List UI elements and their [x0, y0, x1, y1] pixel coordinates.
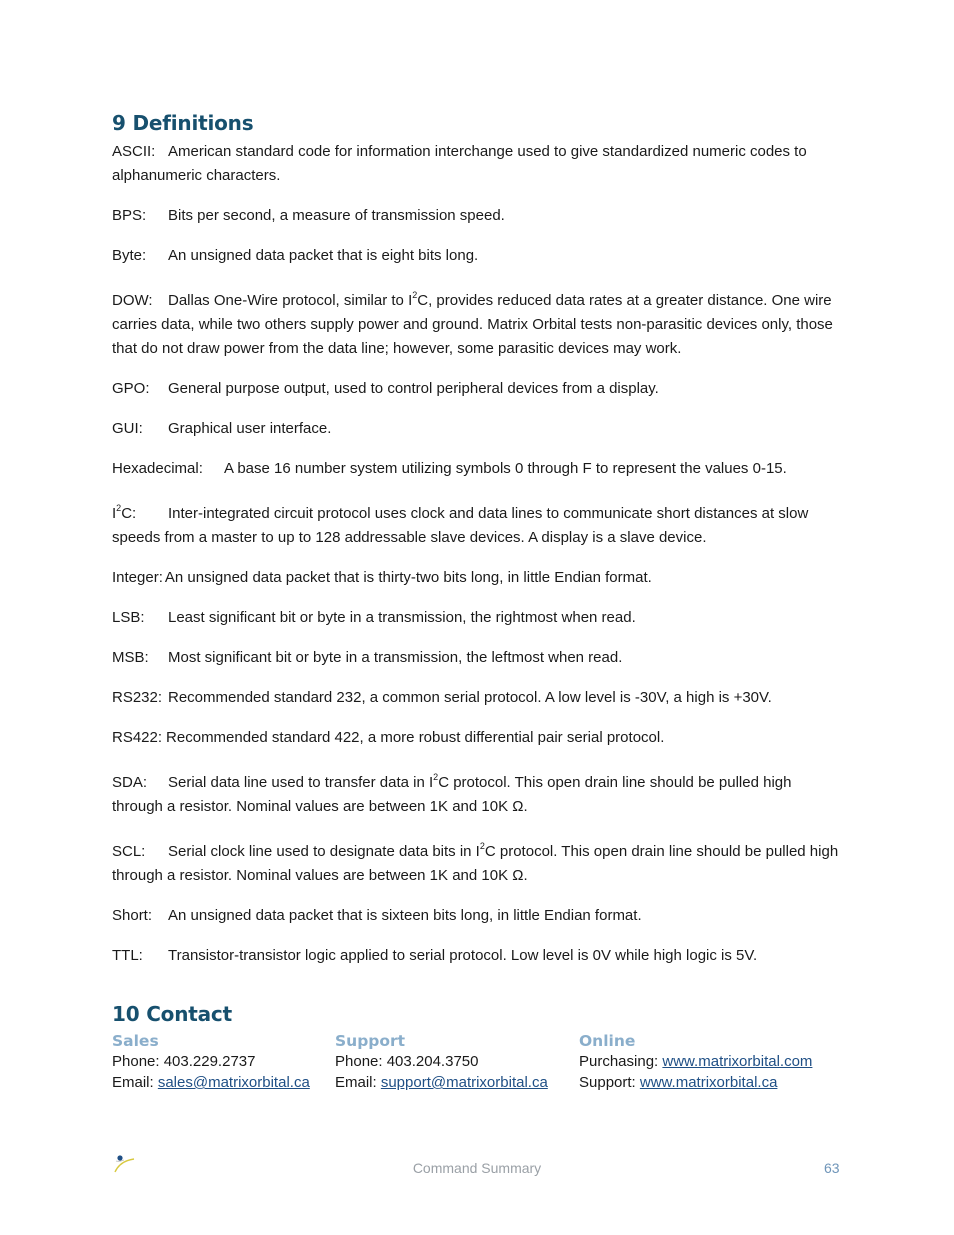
definition-item — [112, 204, 842, 228]
definition-text — [112, 843, 838, 884]
online-support-row — [579, 1072, 812, 1093]
definition-item — [112, 606, 842, 630]
definition-item — [112, 944, 842, 968]
definition-text: American standard code for information interchange used to give standardized numeric codes to alphanumeric characters. — [112, 143, 807, 184]
definition-term: RS232: — [112, 689, 163, 706]
sales-email-label: Email: — [112, 1074, 158, 1091]
definitions-heading: 9 Definitions — [112, 111, 254, 135]
superscript: 2 — [116, 503, 122, 513]
definition-item — [112, 904, 842, 928]
definition-item — [112, 417, 842, 441]
definition-item — [112, 244, 842, 268]
definition-item — [112, 646, 842, 670]
support-email-label: Email: — [335, 1074, 381, 1091]
contact-online — [579, 1031, 812, 1093]
definitions-list — [112, 140, 842, 984]
definition-term-part: I — [112, 505, 117, 522]
definition-text-part: C protocol. This open drain line should be pulled high through a resistor. Nominal values are between 1K and 10K Ω. — [112, 774, 792, 815]
definition-text: Recommended standard 422, a more robust differential pair serial protocol. — [166, 729, 665, 746]
support-email-link[interactable]: support@matrixorbital.ca — [380, 1074, 548, 1091]
online-title: Online — [579, 1032, 636, 1050]
contact-sales — [112, 1031, 310, 1093]
definition-term: LSB: — [112, 609, 145, 626]
definition-item — [112, 766, 842, 819]
definition-term: SDA: — [112, 774, 148, 791]
definition-text — [112, 774, 791, 815]
definition-text: Inter-integrated circuit protocol uses clock and data lines to communicate short distances at slow speeds from a master to up to 128 addressable slave devices. A display is a slave device. — [112, 505, 809, 546]
contact-support — [335, 1031, 548, 1093]
sales-email-row — [112, 1072, 310, 1093]
definition-text: Graphical user interface. — [168, 420, 332, 437]
definition-term: RS422: — [112, 729, 163, 746]
support-title: Support — [335, 1032, 406, 1050]
definition-text: Recommended standard 232, a common serial protocol. A low level is -30V, a high is +30V. — [168, 689, 772, 706]
definition-text: An unsigned data packet that is eight bits long. — [168, 247, 479, 264]
online-purchasing-row — [579, 1051, 812, 1072]
definition-text-part: Serial clock line used to designate data bits in I — [168, 843, 480, 860]
definition-text — [112, 292, 833, 357]
definition-item — [112, 566, 842, 590]
definition-item — [112, 497, 842, 550]
online-support-label: Support: — [579, 1074, 640, 1091]
definition-item — [112, 140, 842, 188]
superscript: 2 — [433, 772, 439, 782]
definition-term: GUI: — [112, 420, 143, 437]
definition-term: TTL: — [112, 947, 143, 964]
definition-text: A base 16 number system utilizing symbols 0 through F to represent the values 0-15. — [224, 460, 787, 477]
definition-text-part: C, provides reduced data rates at a greater distance. One wire carries data, while two others supply power and ground. Matrix Orbital tests non-parasitic devices only, those that do not draw power from the data line; however, some parasitic devices may work. — [112, 292, 833, 357]
definition-text: An unsigned data packet that is sixteen bits long, in little Endian format. — [168, 907, 642, 924]
definition-text-part: Dallas One-Wire protocol, similar to I — [168, 292, 413, 309]
purchasing-link[interactable]: www.matrixorbital.com — [662, 1053, 813, 1070]
definition-term: Hexadecimal: — [112, 460, 203, 477]
sales-phone: Phone: 403.229.2737 — [112, 1053, 256, 1070]
definition-text: General purpose output, used to control peripheral devices from a display. — [168, 380, 659, 397]
definition-term: Short: — [112, 907, 153, 924]
definition-term: DOW: — [112, 292, 153, 309]
footer-page-number: 63 — [824, 1160, 840, 1176]
footer-doc-title: Command Summary — [412, 1160, 542, 1176]
support-email-row — [335, 1072, 548, 1093]
online-support-link[interactable]: www.matrixorbital.ca — [639, 1074, 778, 1091]
definition-text-part: Serial data line used to transfer data in I — [168, 774, 434, 791]
definition-item — [112, 686, 842, 710]
definition-item — [112, 726, 842, 750]
definition-term: ASCII: — [112, 143, 156, 160]
purchasing-label: Purchasing: — [579, 1053, 663, 1070]
definition-term: GPO: — [112, 380, 150, 397]
contact-heading: 10 Contact — [112, 1002, 232, 1026]
definition-text: Bits per second, a measure of transmission speed. — [168, 207, 505, 224]
definition-text-part: C protocol. This open drain line should be pulled high through a resistor. Nominal values are between 1K and 10K Ω. — [112, 843, 839, 884]
definition-term: BPS: — [112, 207, 147, 224]
sales-title: Sales — [112, 1032, 159, 1050]
sales-email-link[interactable]: sales@matrixorbital.ca — [157, 1074, 310, 1091]
definition-text: Most significant bit or byte in a transmission, the leftmost when read. — [168, 649, 623, 666]
support-phone: Phone: 403.204.3750 — [335, 1053, 479, 1070]
superscript: 2 — [479, 841, 485, 851]
definition-text: Transistor-transistor logic applied to serial protocol. Low level is 0V while high logic is 5V. — [168, 947, 758, 964]
definition-item — [112, 377, 842, 401]
definition-term — [112, 497, 168, 526]
definition-text: An unsigned data packet that is thirty-two bits long, in little Endian format. — [164, 569, 652, 586]
superscript: 2 — [412, 290, 418, 300]
definition-term: Integer: — [112, 569, 163, 586]
definition-term: Byte: — [112, 247, 147, 264]
definition-term: MSB: — [112, 649, 149, 666]
definition-term-part: C: — [121, 505, 137, 522]
definition-item — [112, 835, 842, 888]
definition-term: SCL: — [112, 843, 146, 860]
definition-item — [112, 457, 842, 481]
definition-text: Least significant bit or byte in a transmission, the rightmost when read. — [168, 609, 636, 626]
definition-item — [112, 284, 842, 361]
